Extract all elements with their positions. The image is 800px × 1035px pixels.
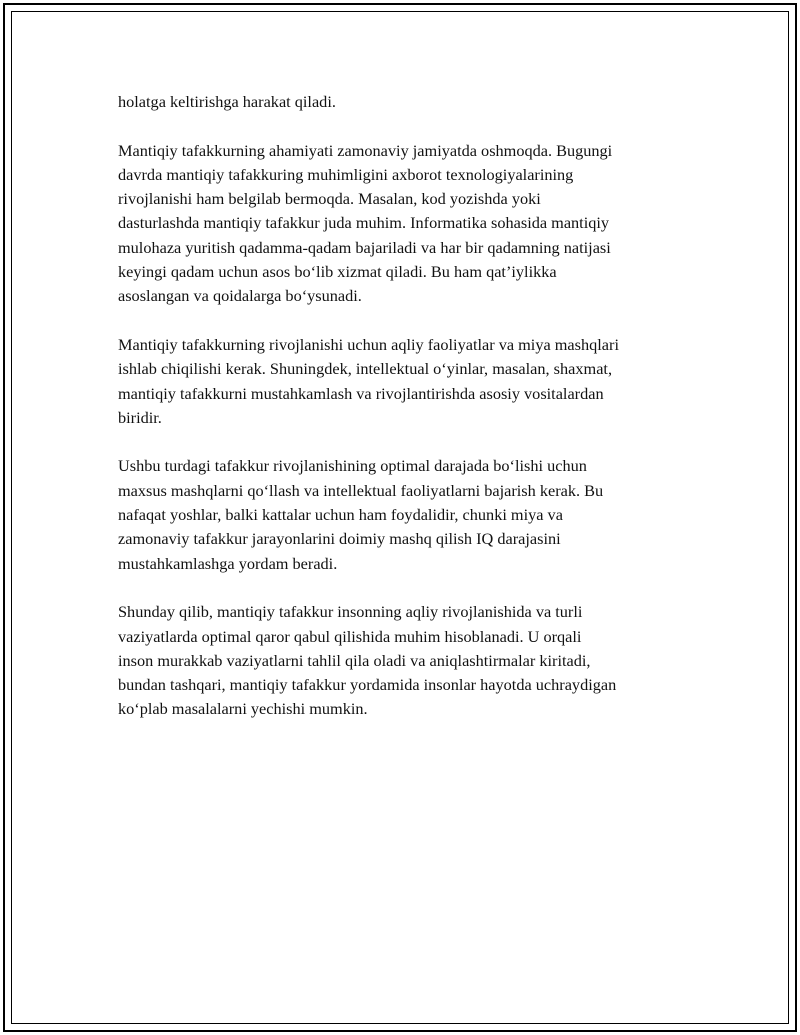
document-body bbox=[118, 90, 708, 746]
paragraph-4: Ushbu turdagi tafakkur rivojlanishining optimal darajada bo‘lishi uchun maxsus mashqlarni qo‘llash va intellektual faoliyatlarni bajarish kerak. Bu nafaqat yoshlar, balki kattalar uchun ham foydalidir, chunki miya va zamonaviy tafakkur jarayonlarini doimiy mashq qilish IQ darajasini mustahkamlashga yordam beradi. bbox=[118, 456, 604, 573]
paragraph-2: Mantiqiy tafakkurning ahamiyati zamonaviy jamiyatda oshmoqda. Bugungi davrda mantiqiy tafakkuring muhimligini axborot texnologiyalarining rivojlanishi ham belgilab bermoqda. Masalan, kod yozishda yoki dasturlashda mantiqiy tafakkur juda muhim. Informatika sohasida mantiqiy mulohaza yuritish qadamma-qadam bajariladi va har bir qadamning natijasi keyingi qadam uchun asos bo‘lib xizmat qiladi. Bu ham qat’iylikka asoslangan va qoidalarga bo‘ysunadi. bbox=[118, 140, 613, 306]
paragraph-5: Shunday qilib, mantiqiy tafakkur insonning aqliy rivojlanishida va turli vaziyatlarda optimal qaror qabul qilishida muhim hisoblanadi. U orqali inson murakkab vaziyatlarni tahlil qila oladi va aniqlashtirmalar kiritadi, bundan tashqari, mantiqiy tafakkur yordamida insonlar hayotda uchraydigan ko‘plab masalalarni yechishi mumkin. bbox=[118, 602, 617, 719]
paragraph-1: holatga keltirishga harakat qiladi. bbox=[118, 92, 336, 111]
paragraph-3: Mantiqiy tafakkurning rivojlanishi uchun aqliy faoliyatlar va miya mashqlari ishlab chiqilishi kerak. Shuningdek, intellektual o‘yinlar, masalan, shaxmat, mantiqiy tafakkurni mustahkamlash va rivojlantirishda asosiy vositalardan biridir. bbox=[118, 334, 619, 427]
